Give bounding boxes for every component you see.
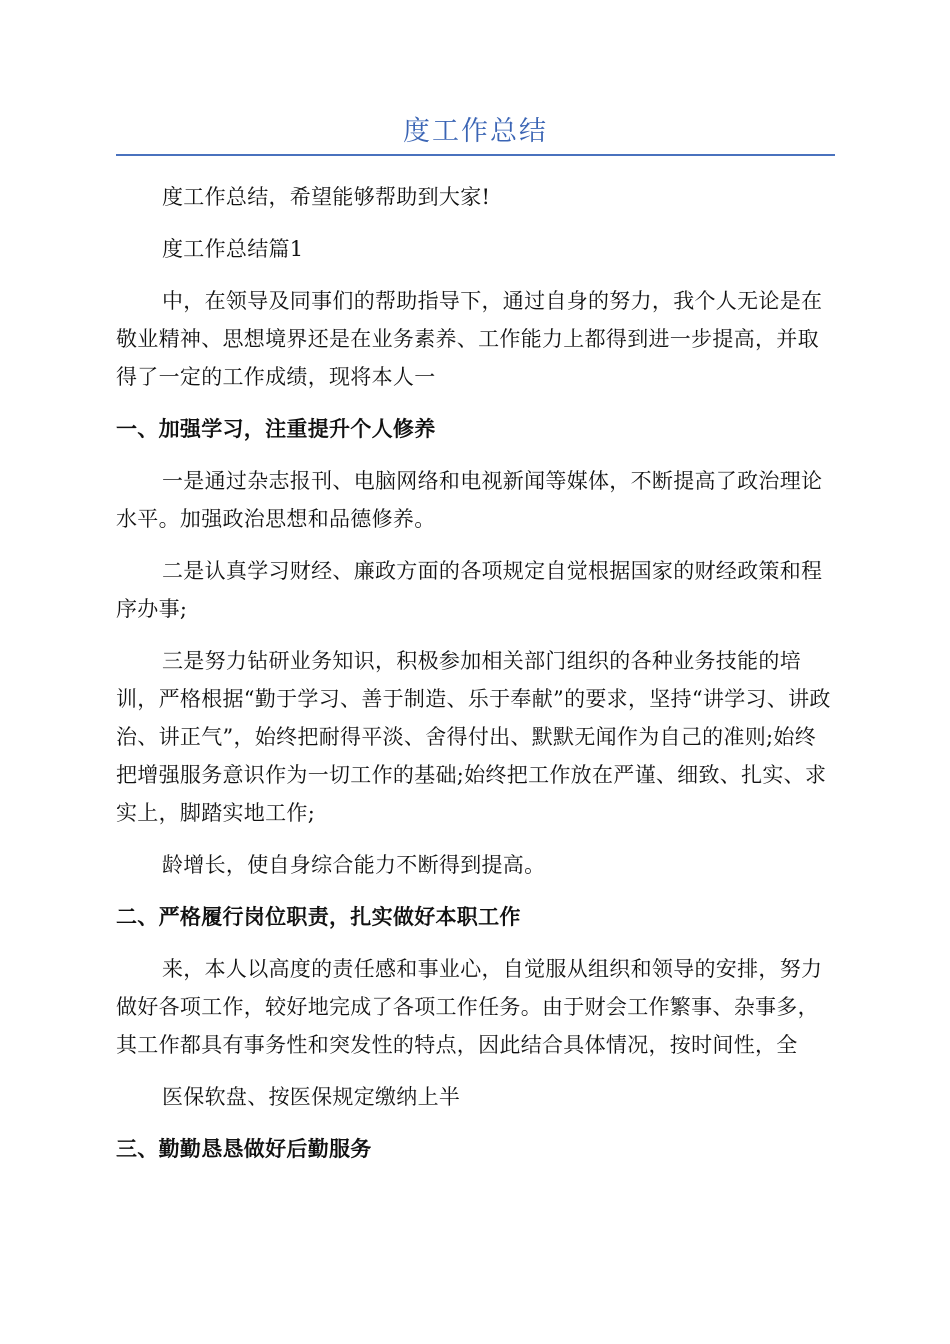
- intro-paragraph: 度工作总结，希望能够帮助到大家!: [162, 185, 491, 209]
- document-page: [116, 0, 835, 1182]
- body-paragraph: 二是认真学习财经、廉政方面的各项规定自觉根据国家的财经政策和程序办事;: [116, 559, 823, 621]
- section-label-paragraph: 度工作总结篇1: [162, 237, 304, 261]
- body-paragraph: 一是通过杂志报刊、电脑网络和电视新闻等媒体，不断提高了政治理论水平。加强政治思想和品德修养。: [116, 469, 823, 531]
- body-paragraph: 来，本人以高度的责任感和事业心，自觉服从组织和领导的安排，努力做好各项工作，较好地完成了各项工作任务。由于财会工作繁事、杂事多，其工作都具有事务性和突发性的特点，因此结合具体情况，按时间性，全: [116, 957, 823, 1057]
- body-paragraph: 三是努力钻研业务知识，积极参加相关部门组织的各种业务技能的培训，严格根据“勤于学习、善于制造、乐于奉献”的要求，坚持“讲学习、讲政治、讲正气”，始终把耐得平淡、舍得付出、默默无闻作为自己的准则;始终把增强服务意识作为一切工作的基础;始终把工作放在严谨、细致、扎实、求实上，脚踏实地工作;: [116, 649, 831, 825]
- document-title: 度工作总结: [403, 116, 548, 147]
- body-paragraph: 龄增长，使自身综合能力不断得到提高。: [162, 853, 546, 877]
- title-underline: [116, 154, 835, 156]
- document-body: [116, 178, 835, 1168]
- section-heading-2: 二、严格履行岗位职责，扎实做好本职工作: [116, 904, 521, 929]
- section-heading-3: 三、勤勤恳恳做好后勤服务: [116, 1136, 372, 1161]
- body-paragraph: 中，在领导及同事们的帮助指导下，通过自身的努力，我个人无论是在敬业精神、思想境界还是在业务素养、工作能力上都得到进一步提高，并取得了一定的工作成绩，现将本人一: [116, 289, 823, 389]
- body-paragraph: 医保软盘、按医保规定缴纳上半: [162, 1085, 461, 1109]
- section-heading-1: 一、加强学习，注重提升个人修养: [116, 416, 436, 441]
